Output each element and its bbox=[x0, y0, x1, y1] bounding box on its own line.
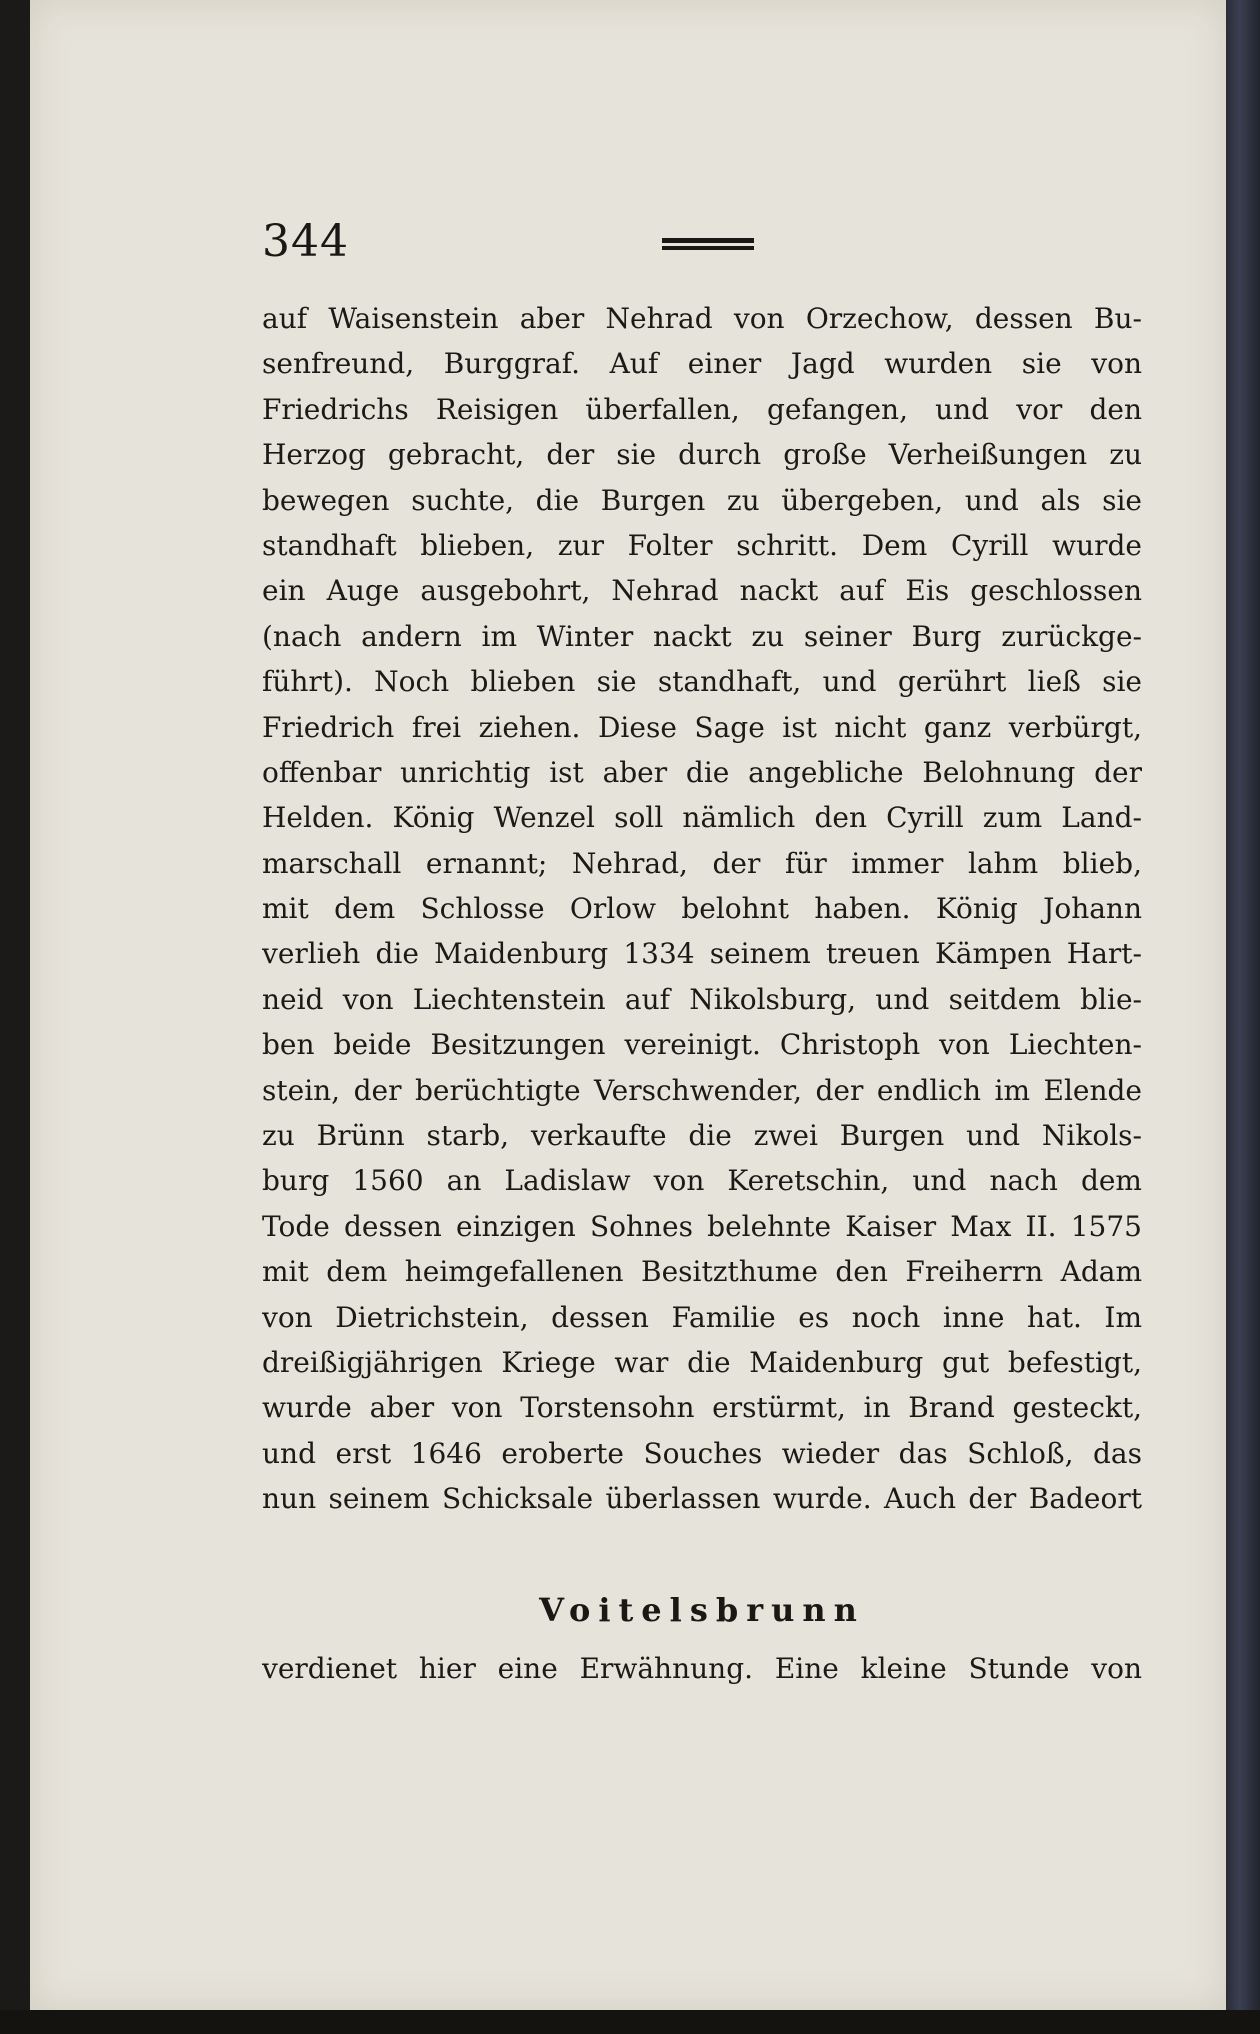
text-line: (nach andern im Winter nackt zu seiner Burg zurückge- bbox=[262, 619, 1142, 653]
text-line: ein Auge ausgebohrt, Nehrad nackt auf Eis geschlossen bbox=[262, 574, 1142, 608]
page-header bbox=[262, 216, 1142, 276]
header-rule bbox=[662, 238, 754, 252]
text-line: Herzog gebracht, der sie durch große Verheißungen zu bbox=[262, 438, 1142, 472]
text-line: bewegen suchte, die Burgen zu übergeben, und als sie bbox=[262, 483, 1142, 517]
text-line: Friedrichs Reisigen überfallen, gefangen, und vor den bbox=[262, 392, 1142, 426]
page-number: 344 bbox=[262, 216, 349, 267]
body-text-continued bbox=[262, 1646, 1142, 1691]
text-line: führt). Noch blieben sie standhaft, und gerührt ließ sie bbox=[262, 665, 1142, 699]
text-line: wurde aber von Torstensohn erstürmt, in Brand gesteckt, bbox=[262, 1391, 1142, 1425]
text-line: Helden. König Wenzel soll nämlich den Cyrill zum Land- bbox=[262, 801, 1142, 835]
text-line: Friedrich frei ziehen. Diese Sage ist nicht ganz verbürgt, bbox=[262, 710, 1142, 744]
text-line: von Dietrichstein, dessen Familie es noch inne hat. Im bbox=[262, 1300, 1142, 1334]
book-binding bbox=[1226, 0, 1260, 2034]
text-line: standhaft blieben, zur Folter schritt. Dem Cyrill wurde bbox=[262, 528, 1142, 562]
text-line: verlieh die Maidenburg 1334 seinem treuen Kämpen Hart- bbox=[262, 937, 1142, 971]
body-text bbox=[262, 296, 1142, 1522]
text-line: mit dem heimgefallenen Besitzthume den Freiherrn Adam bbox=[262, 1255, 1142, 1289]
scan-background bbox=[0, 2010, 1260, 2034]
text-line: mit dem Schlosse Orlow belohnt haben. König Johann bbox=[262, 892, 1142, 926]
text-line: burg 1560 an Ladislaw von Keretschin, und nach dem bbox=[262, 1164, 1142, 1198]
text-line: neid von Liechtenstein auf Nikolsburg, und seitdem blie- bbox=[262, 982, 1142, 1016]
text-line: dreißigjährigen Kriege war die Maidenburg gut befestigt, bbox=[262, 1345, 1142, 1379]
text-line: zu Brünn starb, verkaufte die zwei Burgen und Nikols- bbox=[262, 1119, 1142, 1153]
text-line: und erst 1646 eroberte Souches wieder das Schloß, das bbox=[262, 1436, 1142, 1470]
text-line: Tode dessen einzigen Sohnes belehnte Kaiser Max II. 1575 bbox=[262, 1209, 1142, 1243]
text-line: offenbar unrichtig ist aber die angebliche Belohnung der bbox=[262, 755, 1142, 789]
text-line: verdienet hier eine Erwähnung. Eine kleine Stunde von bbox=[262, 1652, 1142, 1685]
text-line: auf Waisenstein aber Nehrad von Orzechow, dessen Bu- bbox=[262, 302, 1142, 335]
text-line: nun seinem Schicksale überlassen wurde. Auch der Badeort bbox=[262, 1482, 1142, 1516]
text-line: senfreund, Burggraf. Auf einer Jagd wurden sie von bbox=[262, 347, 1142, 381]
text-line: stein, der berüchtigte Verschwender, der endlich im Elende bbox=[262, 1073, 1142, 1107]
section-heading: Voitelsbrunn bbox=[539, 1591, 865, 1629]
text-line: ben beide Besitzungen vereinigt. Christoph von Liechten- bbox=[262, 1028, 1142, 1062]
text-line: marschall ernannt; Nehrad, der für immer lahm blieb, bbox=[262, 846, 1142, 880]
